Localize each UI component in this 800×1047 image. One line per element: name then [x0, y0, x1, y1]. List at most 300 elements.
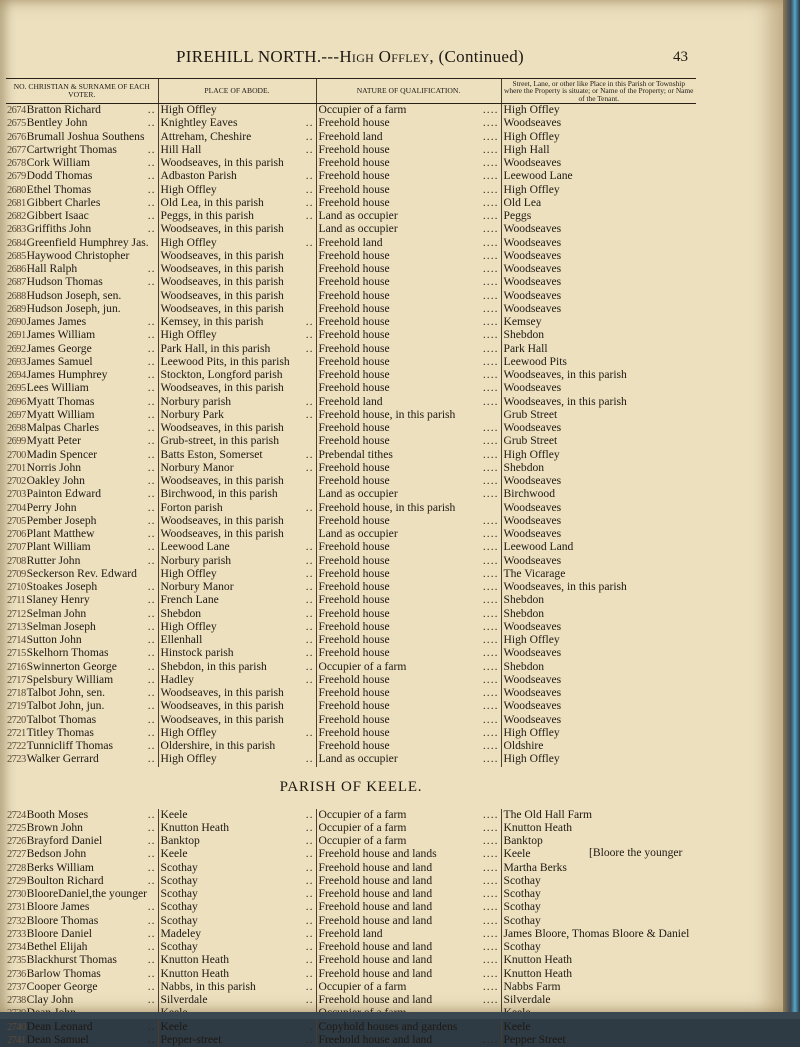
- qualification: Freehold house: [319, 263, 390, 275]
- leader-dots: ..: [148, 197, 156, 209]
- qualification-cell: [316, 515, 501, 528]
- leader-dots: ..: [306, 343, 314, 355]
- leader-dots: ..: [148, 687, 156, 699]
- voter-name: Myatt Peter: [27, 435, 81, 447]
- voter-cell: [6, 1034, 158, 1047]
- leader-dots: ....: [483, 848, 499, 860]
- voter-name: Dean Leonard: [27, 1021, 93, 1033]
- property-cell: Woodseaves: [501, 475, 696, 488]
- voter-cell: [6, 862, 158, 875]
- leader-dots: ..: [306, 661, 314, 673]
- qualification-cell: [316, 170, 501, 183]
- voter-number: 2700: [7, 450, 26, 461]
- voter-cell: [6, 462, 158, 475]
- leader-dots: ..: [306, 449, 314, 461]
- property-cell: Woodseaves: [501, 303, 696, 316]
- table-row: [6, 555, 696, 568]
- qualification-cell: [316, 462, 501, 475]
- leader-dots: ....: [483, 422, 499, 434]
- abode-cell: [158, 131, 316, 144]
- leader-dots: ..: [148, 981, 156, 993]
- leader-dots: ..: [148, 581, 156, 593]
- leader-dots: ....: [483, 263, 499, 275]
- place-of-abode: Batts Eston, Somerset: [161, 449, 263, 461]
- table-row: [6, 621, 696, 634]
- leader-dots: ..: [148, 674, 156, 686]
- leader-dots: ..: [306, 727, 314, 739]
- place-of-abode: Hinstock parish: [161, 647, 234, 659]
- qualification: Freehold house: [319, 700, 390, 712]
- qualification-cell: [316, 727, 501, 740]
- table-row: [6, 210, 696, 223]
- property-cell: High Offley: [501, 131, 696, 144]
- table-row: [6, 263, 696, 276]
- abode-cell: [158, 462, 316, 475]
- place-of-abode: Keele: [161, 1021, 188, 1033]
- voter-name: Haywood Christopher: [27, 250, 130, 262]
- leader-dots: ..: [306, 581, 314, 593]
- property-cell: Scothay: [501, 901, 696, 914]
- col-header-abode: PLACE OF ABODE.: [158, 79, 316, 104]
- voter-number: 2685: [7, 251, 26, 262]
- leader-dots: ..: [148, 515, 156, 527]
- voter-name: Walker Gerrard: [27, 753, 99, 765]
- qualification: Freehold house: [319, 329, 390, 341]
- place-of-abode: Woodseaves, in this parish: [161, 250, 284, 262]
- place-of-abode: Leewood Pits, in this parish: [161, 356, 290, 368]
- leader-dots: ..: [148, 1034, 156, 1046]
- leader-dots: ..: [306, 954, 314, 966]
- qualification-cell: [316, 822, 501, 835]
- property-cell: Shebdon: [501, 329, 696, 342]
- place-of-abode: Scothay: [161, 941, 198, 953]
- leader-dots: ..: [306, 237, 314, 249]
- leader-dots: ..: [148, 462, 156, 474]
- leader-dots: ..: [148, 184, 156, 196]
- leader-dots: ..: [148, 714, 156, 726]
- voter-cell: [6, 144, 158, 157]
- qualification: Occupier of a farm: [319, 822, 407, 834]
- voter-name: Boulton Richard: [27, 875, 104, 887]
- leader-dots: .: [310, 1021, 314, 1033]
- voter-cell: [6, 714, 158, 727]
- qualification: Freehold house: [319, 343, 390, 355]
- leader-dots: ....: [483, 862, 499, 874]
- qualification: Land as occupier: [319, 528, 398, 540]
- voter-cell: [6, 753, 158, 766]
- table-row: [6, 104, 696, 118]
- voter-name: Bratton Richard: [27, 104, 101, 117]
- table-row: [6, 994, 696, 1007]
- leader-dots: ....: [483, 104, 499, 116]
- place-of-abode: Kemsey, in this parish: [161, 316, 264, 328]
- voter-name: Plant William: [27, 541, 91, 553]
- qualification: Freehold house: [319, 621, 390, 633]
- place-of-abode: Scothay: [161, 901, 198, 913]
- table-row: [6, 356, 696, 369]
- abode-cell: [158, 329, 316, 342]
- voter-number: 2726: [7, 836, 26, 847]
- qualification-cell: [316, 901, 501, 914]
- qualification: Freehold land: [319, 237, 383, 249]
- abode-cell: [158, 223, 316, 236]
- leader-dots: ....: [483, 475, 499, 487]
- voter-name: Hudson Thomas: [27, 276, 103, 288]
- property-cell: Grub Street: [501, 409, 696, 422]
- leader-dots: ..: [148, 875, 156, 887]
- qualification: Freehold house: [319, 687, 390, 699]
- abode-cell: [158, 981, 316, 994]
- abode-cell: [158, 568, 316, 581]
- abode-cell: [158, 687, 316, 700]
- voter-cell: [6, 740, 158, 753]
- qualification-cell: [316, 343, 501, 356]
- qualification-cell: [316, 848, 501, 861]
- property-cell: Park Hall: [501, 343, 696, 356]
- qualification: Freehold house: [319, 515, 390, 527]
- qualification: Freehold land: [319, 928, 383, 940]
- leader-dots: ....: [483, 555, 499, 567]
- place-of-abode: Hadley: [161, 674, 194, 686]
- qualification-cell: [316, 608, 501, 621]
- leader-dots: ..: [148, 276, 156, 288]
- voter-number: 2723: [7, 754, 26, 765]
- leader-dots: ....: [483, 888, 499, 900]
- voter-name: Sutton John: [27, 634, 82, 646]
- leader-dots: ..: [148, 210, 156, 222]
- voter-number: 2734: [7, 942, 26, 953]
- table-row: [6, 875, 696, 888]
- voter-number: 2738: [7, 995, 26, 1006]
- leader-dots: ..: [306, 568, 314, 580]
- property-cell: High Offley: [501, 753, 696, 766]
- place-of-abode: High Offley: [161, 568, 217, 580]
- leader-dots: ..: [148, 488, 156, 500]
- qualification: Freehold house and land: [319, 888, 433, 900]
- place-of-abode: Scothay: [161, 915, 198, 927]
- voter-name: James Samuel: [27, 356, 93, 368]
- property-cell: Woodseaves: [501, 515, 696, 528]
- voter-number: 2691: [7, 330, 26, 341]
- leader-dots: ..: [306, 117, 314, 129]
- voter-number: 2722: [7, 741, 26, 752]
- table-row: [6, 131, 696, 144]
- abode-cell: [158, 475, 316, 488]
- voter-number: 2721: [7, 728, 26, 739]
- leader-dots: ..: [148, 727, 156, 739]
- leader-dots: ..: [148, 117, 156, 129]
- title-district: PIREHILL NORTH.---: [176, 47, 339, 66]
- leader-dots: ....: [483, 608, 499, 620]
- qualification-cell: [316, 422, 501, 435]
- voter-number: 2715: [7, 648, 26, 659]
- place-of-abode: High Offley: [161, 727, 217, 739]
- leader-dots: ..: [148, 435, 156, 447]
- voter-cell: [6, 994, 158, 1007]
- voter-cell: [6, 382, 158, 395]
- place-of-abode: Scothay: [161, 862, 198, 874]
- place-of-abode: Woodseaves, in this parish: [161, 687, 284, 699]
- voter-number: 2733: [7, 929, 26, 940]
- abode-cell: [158, 382, 316, 395]
- voter-number: 2686: [7, 264, 26, 275]
- voter-number: 2689: [7, 304, 26, 315]
- abode-cell: [158, 594, 316, 607]
- property-cell: Shebdon: [501, 594, 696, 607]
- abode-cell: [158, 117, 316, 130]
- leader-dots: ..: [148, 396, 156, 408]
- table-row: [6, 396, 696, 409]
- qualification-cell: [316, 157, 501, 170]
- leader-dots: ..: [148, 369, 156, 381]
- abode-cell: [158, 316, 316, 329]
- voter-name: Cooper George: [27, 981, 98, 993]
- qualification: Freehold house: [319, 740, 390, 752]
- qualification: Freehold house: [319, 435, 390, 447]
- voter-cell: [6, 131, 158, 144]
- table-row: [6, 581, 696, 594]
- qualification-cell: [316, 144, 501, 157]
- leader-dots: ....: [483, 634, 499, 646]
- voter-name: Bentley John: [27, 117, 88, 129]
- place-of-abode: Attreham, Cheshire: [161, 131, 252, 143]
- abode-cell: [158, 449, 316, 462]
- leader-dots: ..: [306, 809, 314, 821]
- leader-dots: ..: [306, 210, 314, 222]
- voter-name: Pember Joseph: [27, 515, 97, 527]
- voter-cell: [6, 343, 158, 356]
- voter-cell: [6, 104, 158, 118]
- qualification-cell: [316, 396, 501, 409]
- leader-dots: ..: [148, 928, 156, 940]
- voter-cell: [6, 981, 158, 994]
- leader-dots: ..: [306, 184, 314, 196]
- place-of-abode: Leewood Lane: [161, 541, 230, 553]
- voter-cell: [6, 848, 158, 861]
- abode-cell: [158, 862, 316, 875]
- qualification: Occupier of a farm: [319, 981, 407, 993]
- leader-dots: ....: [483, 700, 499, 712]
- qualification-cell: [316, 740, 501, 753]
- property-cell: Woodseaves: [501, 621, 696, 634]
- leader-dots: ....: [483, 621, 499, 633]
- voter-name: Hall Ralph: [27, 263, 78, 275]
- property-cell: Birchwood: [501, 488, 696, 501]
- table-row: [6, 435, 696, 448]
- table-row: [6, 1021, 696, 1034]
- voter-cell: [6, 674, 158, 687]
- abode-cell: [158, 276, 316, 289]
- property-cell: Woodseaves: [501, 555, 696, 568]
- leader-dots: ..: [306, 409, 314, 421]
- table-row: [6, 1034, 696, 1047]
- leader-dots: ..: [148, 915, 156, 927]
- parish-divider: [6, 767, 696, 809]
- voter-cell: [6, 409, 158, 422]
- table-row: [6, 862, 696, 875]
- place-of-abode: High Offley: [161, 237, 217, 249]
- voter-cell: [6, 727, 158, 740]
- qualification-cell: [316, 862, 501, 875]
- voter-name: Berks William: [27, 862, 94, 874]
- qualification: Freehold house: [319, 303, 390, 315]
- abode-cell: [158, 875, 316, 888]
- qualification-cell: [316, 488, 501, 501]
- leader-dots: ....: [483, 915, 499, 927]
- leader-dots: ..: [148, 449, 156, 461]
- property-cell: High Offley: [501, 184, 696, 197]
- voter-cell: [6, 621, 158, 634]
- leader-dots: ..: [306, 994, 314, 1006]
- voter-cell: [6, 237, 158, 250]
- leader-dots: ..: [148, 422, 156, 434]
- place-of-abode: Scothay: [161, 875, 198, 887]
- voter-name: Brayford Daniel: [27, 835, 103, 847]
- qualification-cell: [316, 954, 501, 967]
- qualification: Freehold house: [319, 555, 390, 567]
- abode-cell: [158, 488, 316, 501]
- place-of-abode: Stockton, Longford parish: [161, 369, 283, 381]
- voter-name: Myatt William: [27, 409, 95, 421]
- leader-dots: ....: [483, 117, 499, 129]
- abode-cell: [158, 210, 316, 223]
- leader-dots: ....: [483, 594, 499, 606]
- voter-name: Malpas Charles: [27, 422, 99, 434]
- property-cell: Shebdon: [501, 661, 696, 674]
- leader-dots: ..: [306, 968, 314, 980]
- leader-dots: ..: [148, 621, 156, 633]
- abode-cell: [158, 941, 316, 954]
- leader-dots: ....: [483, 369, 499, 381]
- leader-dots: ..: [148, 316, 156, 328]
- voter-number: 2736: [7, 969, 26, 980]
- abode-cell: [158, 435, 316, 448]
- voter-cell: [6, 888, 158, 901]
- table-row: [6, 276, 696, 289]
- leader-dots: ..: [148, 356, 156, 368]
- voter-cell: [6, 356, 158, 369]
- voter-number: 2719: [7, 701, 26, 712]
- leader-dots: ..: [148, 329, 156, 341]
- place-of-abode: High Offley: [161, 329, 217, 341]
- voter-name: Talbot John, sen.: [27, 687, 105, 699]
- leader-dots: ..: [306, 1034, 314, 1046]
- table-row: [6, 901, 696, 914]
- voter-number: 2741: [7, 1035, 26, 1046]
- qualification-cell: [316, 928, 501, 941]
- place-of-abode: Keele: [161, 848, 188, 860]
- voter-name: Dean Samuel: [27, 1034, 89, 1046]
- leader-dots: ..: [148, 954, 156, 966]
- voter-name: Barlow Thomas: [27, 968, 101, 980]
- table-row: [6, 117, 696, 130]
- qualification: Land as occupier: [319, 753, 398, 765]
- voter-number: 2716: [7, 662, 26, 673]
- qualification-cell: [316, 475, 501, 488]
- place-of-abode: Grub-street, in this parish: [161, 435, 280, 447]
- title-parish: High Offley,: [339, 47, 434, 66]
- property-cell: High Hall: [501, 144, 696, 157]
- leader-dots: ....: [483, 170, 499, 182]
- voter-cell: [6, 488, 158, 501]
- leader-dots: ..: [148, 809, 156, 821]
- abode-cell: [158, 848, 316, 861]
- place-of-abode: Ellenhall: [161, 634, 203, 646]
- table-row: [6, 822, 696, 835]
- voter-name: Selman John: [27, 608, 87, 620]
- property-cell: Grub Street: [501, 435, 696, 448]
- voter-cell: [6, 661, 158, 674]
- voter-cell: [6, 210, 158, 223]
- voter-name: Slaney Henry: [26, 594, 89, 606]
- qualification-cell: [316, 753, 501, 766]
- qualification: Freehold house: [319, 356, 390, 368]
- qualification: Freehold house and land: [319, 968, 433, 980]
- voter-number: 2729: [7, 876, 26, 887]
- qualification-cell: [316, 968, 501, 981]
- voter-cell: [6, 449, 158, 462]
- voter-cell: [6, 223, 158, 236]
- voter-name: Plant Matthew: [27, 528, 95, 540]
- qualification: Freehold house: [319, 634, 390, 646]
- abode-cell: [158, 647, 316, 660]
- leader-dots: ....: [483, 528, 499, 540]
- place-of-abode: Adbaston Parish: [161, 170, 237, 182]
- voter-cell: [6, 290, 158, 303]
- voter-name: Painton Edward: [27, 488, 101, 500]
- leader-dots: ....: [483, 727, 499, 739]
- place-of-abode: Knutton Heath: [161, 954, 230, 966]
- qualification-cell: [316, 131, 501, 144]
- leader-dots: ....: [483, 435, 499, 447]
- voter-name: Swinnerton George: [27, 661, 117, 673]
- voter-number: 2684: [7, 238, 26, 249]
- voter-number: 2697: [7, 410, 26, 421]
- voter-cell: [6, 928, 158, 941]
- property-cell: Scothay: [501, 875, 696, 888]
- property-cell: Woodseaves: [501, 250, 696, 263]
- qualification: Occupier of a farm: [319, 835, 407, 847]
- qualification-cell: [316, 369, 501, 382]
- abode-cell: [158, 184, 316, 197]
- table-row: [6, 329, 696, 342]
- qualification: Freehold house: [319, 422, 390, 434]
- table-row: [6, 449, 696, 462]
- leader-dots: ..: [306, 621, 314, 633]
- place-of-abode: Woodseaves, in this parish: [161, 528, 284, 540]
- qualification-cell: [316, 449, 501, 462]
- abode-cell: [158, 528, 316, 541]
- property-cell: Woodseaves: [501, 157, 696, 170]
- abode-cell: [158, 250, 316, 263]
- table-row: [6, 888, 696, 901]
- abode-cell: [158, 915, 316, 928]
- leader-dots: ....: [483, 674, 499, 686]
- abode-cell: [158, 290, 316, 303]
- qualification-cell: [316, 541, 501, 554]
- leader-dots: ..: [148, 1021, 156, 1033]
- table-row: [6, 237, 696, 250]
- leader-dots: ....: [483, 1034, 499, 1046]
- leader-dots: ....: [483, 687, 499, 699]
- voter-cell: [6, 316, 158, 329]
- leader-dots: ..: [148, 753, 156, 765]
- voter-number: 2677: [7, 145, 26, 156]
- table-row: [6, 634, 696, 647]
- leader-dots: ..: [148, 822, 156, 834]
- leader-dots: ..: [306, 928, 314, 940]
- leader-dots: ..: [306, 848, 314, 860]
